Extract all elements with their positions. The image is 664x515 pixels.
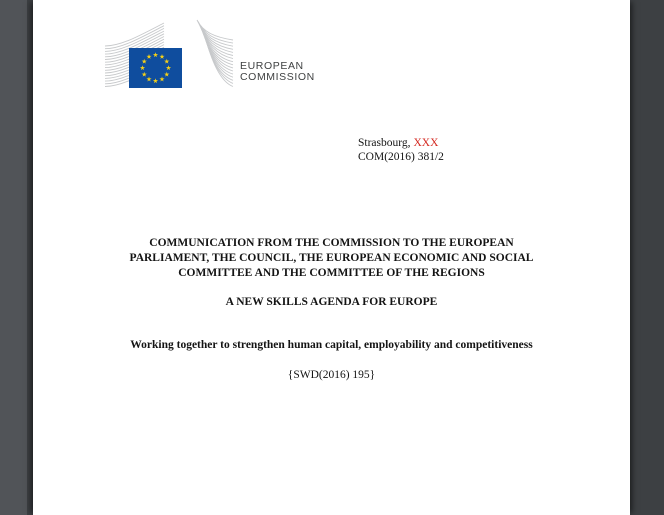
title-line: PARLIAMENT, THE COUNCIL, THE EUROPEAN ECONOMIC AND SOCIAL xyxy=(129,252,534,264)
dateline-place-row xyxy=(358,137,444,151)
document-reference: COM(2016) 381/2 xyxy=(358,150,444,163)
document-title xyxy=(33,236,630,281)
dateline-block xyxy=(358,137,444,164)
commission-wordmark xyxy=(240,61,315,82)
european-commission-logo xyxy=(103,18,403,92)
title-line: COMMITTEE AND THE COMMITTEE OF THE REGIONS xyxy=(178,267,485,279)
commission-wordmark-line2: COMMISSION xyxy=(240,70,315,83)
commission-wordmark-line1: EUROPEAN xyxy=(240,60,304,72)
title-line: COMMUNICATION FROM THE COMMISSION TO THE EUROPEAN xyxy=(149,237,514,249)
agenda-title: A NEW SKILLS AGENDA FOR EUROPE xyxy=(225,296,438,308)
document-subtitle: Working together to strengthen human capital, employability and competitiveness xyxy=(130,339,533,351)
ec-logo-graphic xyxy=(103,18,235,92)
dateline-date-placeholder: XXX xyxy=(413,137,439,149)
ec-logo-lines-right-icon xyxy=(197,20,233,87)
swd-reference: {SWD(2016) 195} xyxy=(287,369,376,381)
dateline-place: Strasbourg, xyxy=(358,137,411,149)
document-page xyxy=(33,0,630,515)
